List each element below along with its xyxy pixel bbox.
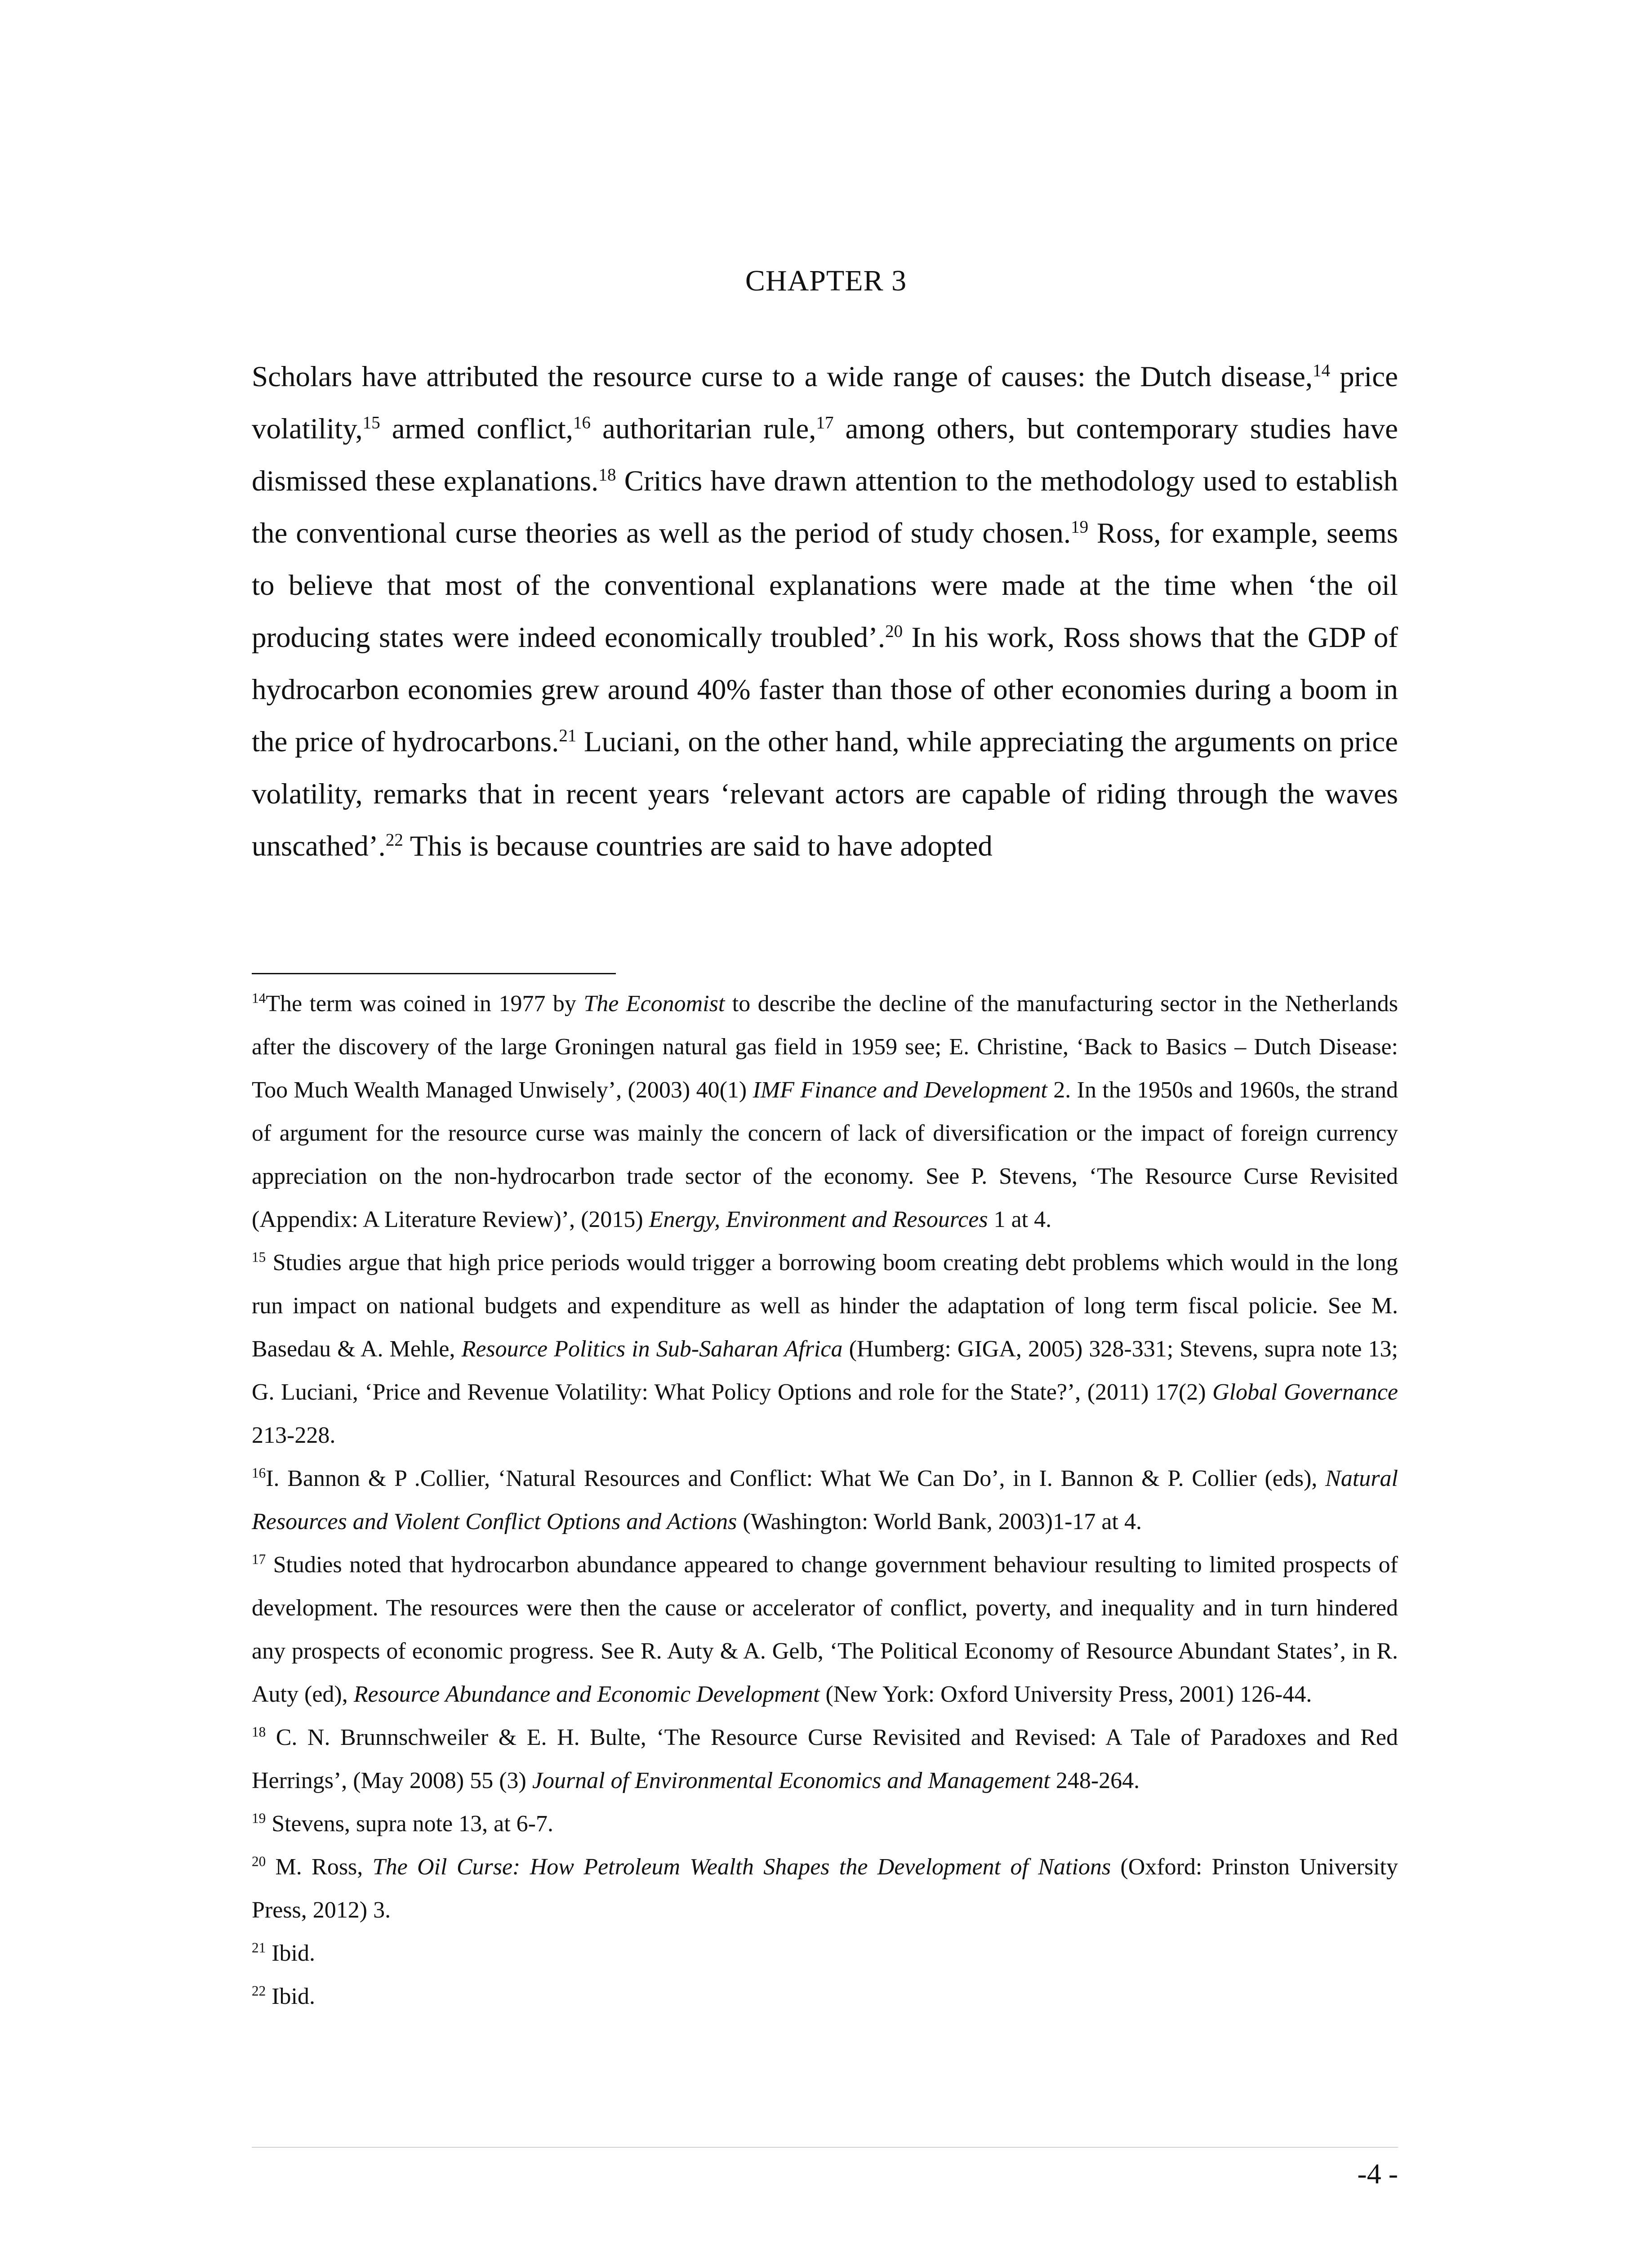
footnote-ref-14[interactable]: 14 (1313, 361, 1331, 380)
footnote-text: I. Bannon & P .Collier, ‘Natural Resources and Conflict: What We Can Do’, in I. Bannon & P. Collier (eds), (266, 1466, 1326, 1491)
footnote-number: 19 (252, 1810, 266, 1826)
footnote-number: 15 (252, 1249, 266, 1265)
footnote-ref-18[interactable]: 18 (598, 465, 616, 485)
footnote-number: 17 (252, 1551, 266, 1567)
footnote-text: 1 at 4. (988, 1207, 1052, 1232)
footnote-number: 22 (252, 1983, 266, 1999)
footnotes-section (252, 982, 1398, 2018)
footnote-text: Studies noted that hydrocarbon abundance appeared to change government behaviour resulting to limited prospects of development. The resources were then the cause or accelerator of conflict, poverty, and inequality and in turn hindered any prospects of economic progress. See R. Auty & A. Gelb, ‘The Political Economy of Resource Abundant States’, in R. Auty (ed), (252, 1552, 1398, 1707)
body-sentence: Luciani, on the other hand, while appreciating the arguments on price volatility, remarks that in recent years ‘relevant actors are capable of riding through the waves unscathed’. (252, 726, 1398, 862)
footer-separator (252, 2147, 1398, 2148)
footnote-text: 213-228. (252, 1423, 336, 1448)
footnote-text: M. Ross, (266, 1854, 373, 1880)
footnote-ref-22[interactable]: 22 (385, 830, 403, 850)
footnote-number: 18 (252, 1724, 266, 1740)
footnote-ref-15[interactable]: 15 (362, 413, 380, 433)
body-paragraph (252, 351, 1398, 872)
body-sentence: Scholars have attributed the resource curse to a wide range of causes: the Dutch disease, (252, 361, 1313, 393)
footnote-text: (Washington: World Bank, 2003)1-17 at 4. (737, 1509, 1142, 1534)
chapter-title: CHAPTER 3 (745, 264, 907, 297)
footnote-number: 21 (252, 1940, 266, 1956)
footnote-text: Ibid. (266, 1984, 315, 2009)
footnote-21 (252, 1932, 1398, 1975)
footnote-19 (252, 1802, 1398, 1846)
footnote-text: C. N. Brunnschweiler & E. H. Bulte, ‘The Resource Curse Revisited and Revised: A Tale of Paradoxes and Red Herrings’, (May 2008) 55 (3) (252, 1725, 1398, 1793)
footnote-title: Resource Politics in Sub-Saharan Africa (461, 1336, 843, 1362)
body-sentence: authoritarian rule, (591, 413, 816, 445)
footnote-text: (Oxford: Prinston University Press, 2012) 3. (252, 1854, 1398, 1923)
footnote-22 (252, 1975, 1398, 2018)
body-sentence: among others, but contemporary studies have dismissed these explanations. (252, 413, 1398, 497)
footnote-text: (Humberg: GIGA, 2005) 328-331; Stevens, supra note 13; G. Luciani, ‘Price and Revenue Volatility: What Policy Options and role for the State?’, (2011) 17(2) (252, 1336, 1398, 1405)
footnote-text: 2. In the 1950s and 1960s, the strand of argument for the resource curse was mainly the concern of lack of diversification or the impact of foreign currency appreciation on the non-hydrocarbon trade sector of the economy. See P. Stevens, ‘The Resource Curse Revisited (Appendix: A Literature Review)’, (2015) (252, 1077, 1398, 1232)
footnote-ref-19[interactable]: 19 (1071, 517, 1089, 537)
footnote-title: Natural Resources and Violent Conflict Options and Actions (252, 1466, 1398, 1534)
footnote-separator (252, 973, 616, 974)
footnote-17 (252, 1543, 1398, 1716)
footnote-ref-21[interactable]: 21 (559, 726, 577, 745)
footnote-title: Energy, Environment and Resources (649, 1207, 988, 1232)
footnote-title: Journal of Environmental Economics and Management (532, 1768, 1050, 1793)
body-sentence: Ross, for example, seems to believe that most of the conventional explanations were made at the time when ‘the oil producing states were indeed economically troubled’. (252, 517, 1398, 654)
footnote-14 (252, 982, 1398, 1241)
footnote-ref-20[interactable]: 20 (885, 621, 903, 641)
footnote-title: The Economist (583, 991, 725, 1017)
footnote-number: 20 (252, 1853, 266, 1869)
footnote-20 (252, 1846, 1398, 1932)
body-sentence: Critics have drawn attention to the methodology used to establish the conventional curse theories as well as the period of study chosen. (252, 465, 1398, 549)
footnote-ref-16[interactable]: 16 (573, 413, 591, 433)
footnote-15 (252, 1241, 1398, 1457)
body-sentence: In his work, Ross shows that the GDP of hydrocarbon economies grew around 40% faster than those of other economies during a boom in the price of hydrocarbons. (252, 621, 1398, 758)
footnote-title: The Oil Curse: How Petroleum Wealth Shapes the Development of Nations (372, 1854, 1111, 1880)
page-number: -4 - (1357, 2158, 1398, 2190)
body-sentence: This is because countries are said to have adopted (403, 830, 993, 862)
footnote-text: Studies argue that high price periods would trigger a borrowing boom creating debt problems which would in the long run impact on national budgets and expenditure as well as hinder the adaptation of long term fiscal policie. See M. Basedau & A. Mehle, (252, 1250, 1398, 1362)
footnote-text: to describe the decline of the manufacturing sector in the Netherlands after the discovery of the large Groningen natural gas field in 1959 see; E. Christine, ‘Back to Basics – Dutch Disease: Too Much Wealth Managed Unwisely’, (2003) 40(1) (252, 991, 1398, 1103)
footnote-16 (252, 1457, 1398, 1543)
footnote-title: Global Governance (1212, 1379, 1398, 1405)
footnote-text: Ibid. (266, 1940, 315, 1966)
footnote-text: 248-264. (1050, 1768, 1140, 1793)
body-sentence: price volatility, (252, 361, 1398, 445)
footnote-number: 16 (252, 1465, 266, 1481)
footnote-text: Stevens, supra note 13, at 6-7. (266, 1811, 553, 1837)
body-sentence: armed conflict, (380, 413, 573, 445)
footnote-title: Resource Abundance and Economic Development (353, 1682, 820, 1707)
footnote-ref-17[interactable]: 17 (816, 413, 834, 433)
footnote-text: (New York: Oxford University Press, 2001) 126-44. (819, 1682, 1312, 1707)
footnote-title: IMF Finance and Development (753, 1077, 1047, 1103)
footnote-number: 14 (252, 990, 266, 1006)
footnote-text: The term was coined in 1977 by (266, 991, 584, 1017)
footnote-18 (252, 1716, 1398, 1802)
